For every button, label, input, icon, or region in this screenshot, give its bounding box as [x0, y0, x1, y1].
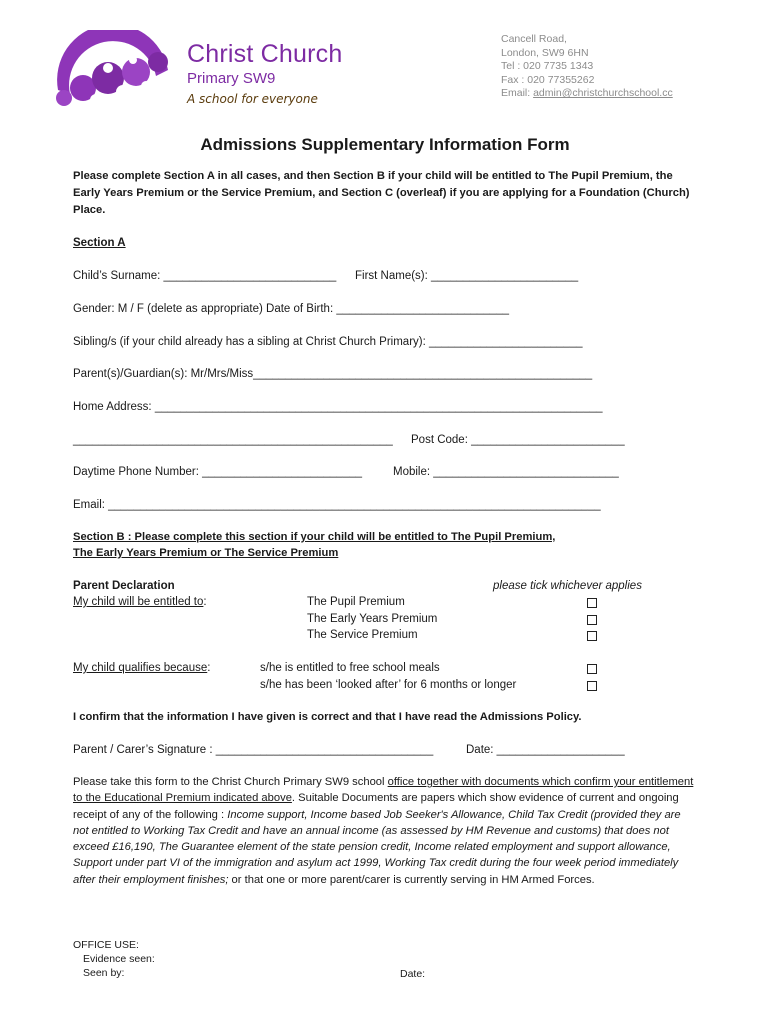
logo-tagline: A school for everyone [187, 92, 318, 106]
section-b-heading: Section B : Please complete this section if your child will be entitled to The Pupil Premium, [73, 531, 556, 543]
qualifies-label: My child qualifies because: [73, 662, 211, 674]
telephone: Tel : 020 7735 1343 [501, 60, 594, 72]
address-line: Cancell Road, [501, 33, 567, 45]
mobile-field[interactable]: Mobile: _____________________________ [393, 466, 619, 478]
fax: Fax : 020 77355262 [501, 74, 595, 86]
address-line2-field[interactable]: __________________________________________________ [73, 434, 393, 446]
signature-field[interactable]: Parent / Carer’s Signature : __________________________________ [73, 744, 434, 756]
section-b-heading-line2: The Early Years Premium or The Service Premium [73, 547, 339, 559]
address-line: London, SW9 6HN [501, 47, 589, 59]
instructions-paragraph: Please take this form to the Christ Church Primary SW9 school office together with documents which confirm your entitlement to the Educational Premium indicated above. Suitable Documents are papers which show evidence of current and ongoing receipt of any of the following : Income support, Income based Job Seeker's Allowance, Child Tax Credit (provided they are not entitled to Working Tax Credit and have an annual income (as assessed by HM Revenue and customs) that does not exceed £16,190, The Guarantee element of the state pension credit, Income related employment and support allowance, Support under part VI of the immigration and asylum act 1999, Working Tax credit during the four week period immediately after their employment finishes; or that one or more parent/carer is currently serving in HM Armed Forces. [73, 776, 694, 886]
checkbox-pupil-premium[interactable] [587, 598, 597, 608]
section-a-heading: Section A [73, 237, 126, 249]
daytime-phone-field[interactable]: Daytime Phone Number: _________________________ [73, 466, 363, 478]
evidence-seen-label: Evidence seen: [83, 953, 155, 965]
checkbox-looked-after[interactable] [587, 681, 597, 691]
email-label: Email: [501, 87, 534, 99]
option-pupil-premium: The Pupil Premium [307, 596, 405, 608]
email-field[interactable]: Email: _____________________________________________________________________________ [73, 499, 601, 511]
confirmation-statement: I confirm that the information I have given is correct and that I have read the Admissions Policy. [73, 711, 582, 723]
sibling-field[interactable]: Sibling/s (if your child already has a sibling at Christ Church Primary): ________________________ [73, 336, 583, 348]
parent-declaration-heading: Parent Declaration [73, 580, 175, 592]
email-link[interactable]: admin@christchurchschool.cc [533, 87, 673, 99]
parents-field[interactable]: Parent(s)/Guardian(s): Mr/Mrs/Miss_____________________________________________________ [73, 368, 593, 380]
form-title: Admissions Supplementary Information Form [200, 135, 570, 154]
school-logo-icon [38, 30, 178, 110]
checkbox-service-premium[interactable] [587, 631, 597, 641]
gender-dob-field[interactable]: Gender: M / F (delete as appropriate) Date of Birth: ___________________________ [73, 303, 510, 315]
option-service-premium: The Service Premium [307, 629, 418, 641]
tick-note: please tick whichever applies [493, 580, 642, 592]
seen-by-label: Seen by: [83, 967, 125, 979]
checkbox-early-years-premium[interactable] [587, 615, 597, 625]
surname-field[interactable]: Child’s Surname: ___________________________ [73, 270, 337, 282]
email-line [501, 87, 673, 99]
logo-school-name: Christ Church [187, 40, 343, 68]
signature-date-field[interactable]: Date: ____________________ [466, 744, 625, 756]
first-names-field[interactable]: First Name(s): _______________________ [355, 270, 579, 282]
office-date-label: Date: [400, 968, 426, 980]
option-early-years-premium: The Early Years Premium [307, 613, 438, 625]
entitled-label: My child will be entitled to: [73, 596, 207, 608]
option-free-school-meals: s/he is entitled to free school meals [260, 662, 440, 674]
intro-instructions: Please complete Section A in all cases, and then Section B if your child will be entitled to The Pupil Premium, the Early Years Premium or the Service Premium, and Section C (overleaf) if you are applying for a Foundation (Church) Place. [73, 170, 690, 216]
checkbox-free-school-meals[interactable] [587, 664, 597, 674]
home-address-field[interactable]: Home Address: ______________________________________________________________________ [73, 401, 603, 413]
office-use-heading: OFFICE USE: [73, 939, 139, 951]
post-code-field[interactable]: Post Code: ________________________ [411, 434, 625, 446]
option-looked-after: s/he has been ‘looked after’ for 6 months or longer [260, 679, 517, 691]
logo-subtitle: Primary SW9 [187, 70, 276, 87]
